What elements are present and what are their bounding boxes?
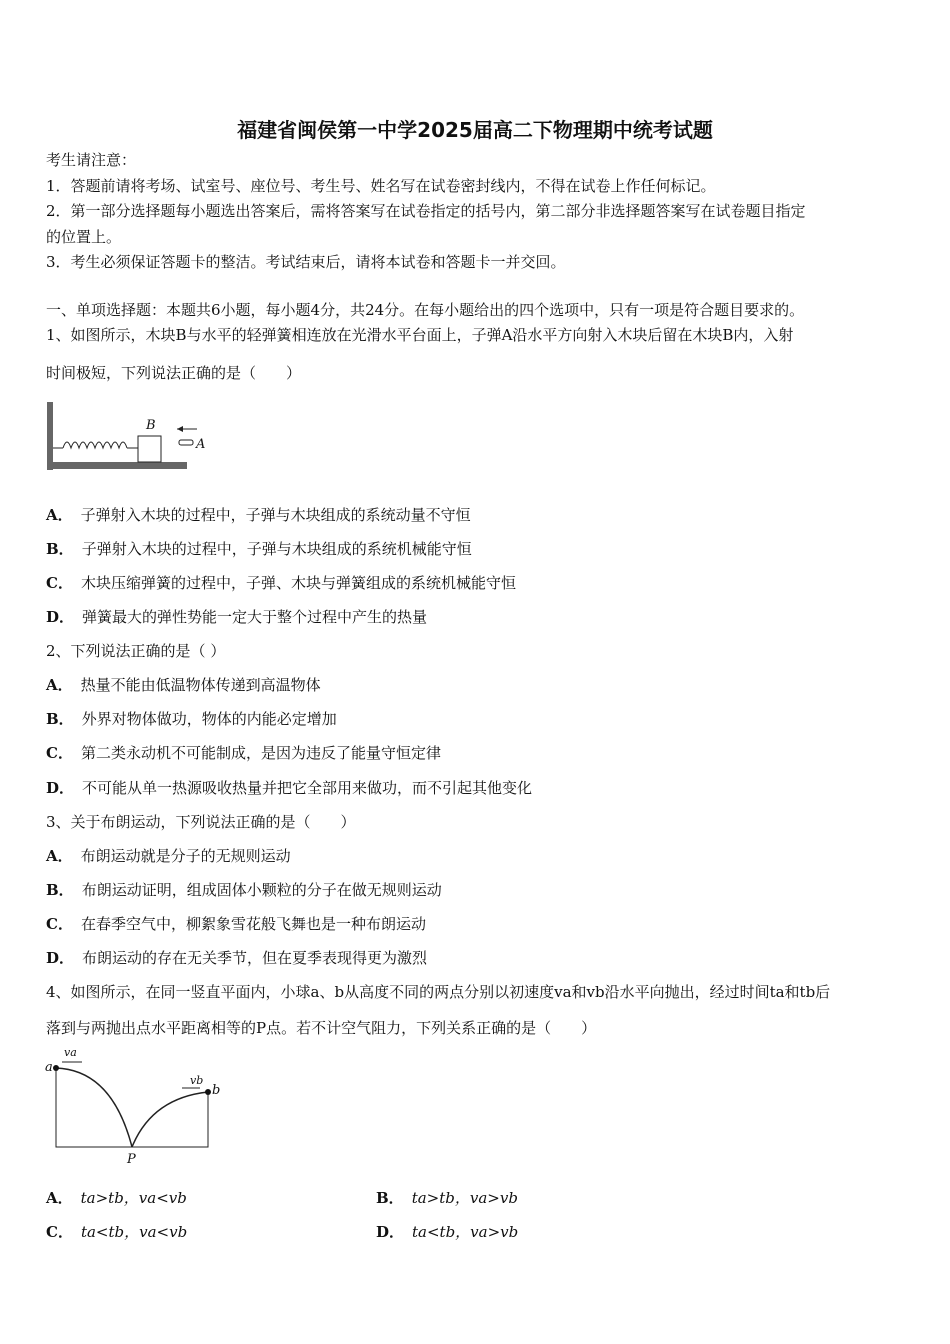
q1-stem: 1、如图所示，木块B与水平的轻弹簧相连放在光滑水平台面上，子弹A沿水平方向射入木块后留在木块B内，入射 [46, 326, 794, 344]
q4-option-b: B． ta>tb，va>vb [376, 1189, 518, 1207]
q2-option-c: C． 第二类永动机不可能制成，是因为违反了能量守恒定律 [46, 744, 441, 762]
q1-option-c: C． 木块压缩弹簧的过程中，子弹、木块与弹簧组成的系统机械能守恒 [46, 574, 516, 592]
notice-item: 1．答题前请将考场、试室号、座位号、考生号、姓名写在试卷密封线内，不得在试卷上作任何标记。 [46, 177, 716, 195]
vb-label: vb [190, 1074, 204, 1087]
q1-option-d: D． 弹簧最大的弹性势能一定大于整个过程中产生的热量 [46, 608, 428, 626]
q3-option-d: D． 布朗运动的存在无关季节，但在夏季表现得更为激烈 [46, 949, 428, 967]
notice-heading: 考生请注意： [46, 151, 137, 169]
q1-stem: 时间极短，下列说法正确的是（ ） [46, 364, 302, 382]
ball-a-label: a [45, 1060, 53, 1075]
ball-b-label: b [212, 1083, 221, 1098]
q3-option-b: B． 布朗运动证明，组成固体小颗粒的分子在做无规则运动 [46, 881, 442, 899]
section-heading: 一、单项选择题：本题共6小题，每小题4分，共24分。在每小题给出的四个选项中，只有一项是符合题目要求的。 [46, 301, 805, 319]
notice-item: 3．考生必须保证答题卡的整洁。考试结束后，请将本试卷和答题卡一并交回。 [46, 253, 566, 271]
q2-option-a: A． 热量不能由低温物体传递到高温物体 [46, 676, 321, 694]
point-p-label: P [127, 1152, 136, 1167]
notice-item: 2．第一部分选择题每小题选出答案后，需将答案写在试卷指定的括号内，第二部分非选择题答案写在试卷题目指定 [46, 202, 806, 220]
q2-option-b: B． 外界对物体做功，物体的内能必定增加 [46, 710, 337, 728]
q4-option-a: A． ta>tb，va<vb [46, 1189, 187, 1207]
q2-stem: 2、下列说法正确的是（ ） [46, 642, 226, 660]
q2-option-d: D． 不可能从单一热源吸收热量并把它全部用来做功，而不引起其他变化 [46, 779, 533, 797]
bullet-label: A [196, 437, 206, 452]
q3-stem: 3、关于布朗运动，下列说法正确的是（ ） [46, 813, 356, 831]
q3-option-c: C． 在春季空气中，柳絮象雪花般飞舞也是一种布朗运动 [46, 915, 426, 933]
notice-item: 的位置上。 [46, 228, 122, 246]
q4-stem: 4、如图所示，在同一竖直平面内，小球a、b从高度不同的两点分别以初速度va和vb沿水平向抛出，经过时间ta和tb后 [46, 983, 831, 1001]
va-label: va [64, 1046, 77, 1059]
q4-option-c: C． ta<tb，va<vb [46, 1223, 188, 1241]
block-label: B [146, 418, 156, 433]
q1-option-b: B． 子弹射入木块的过程中，子弹与木块组成的系统机械能守恒 [46, 540, 472, 558]
spring-block-figure [45, 398, 215, 473]
q3-option-a: A． 布朗运动就是分子的无规则运动 [46, 847, 291, 865]
q1-option-a: A． 子弹射入木块的过程中，子弹与木块组成的系统动量不守恒 [46, 506, 471, 524]
q4-option-d: D． ta<tb，va>vb [376, 1223, 519, 1241]
q4-stem: 落到与两抛出点水平距离相等的P点。若不计空气阻力，下列关系正确的是（ ） [46, 1019, 597, 1037]
page-title: 福建省闽侯第一中学2025届高二下物理期中统考试题 [237, 118, 713, 142]
